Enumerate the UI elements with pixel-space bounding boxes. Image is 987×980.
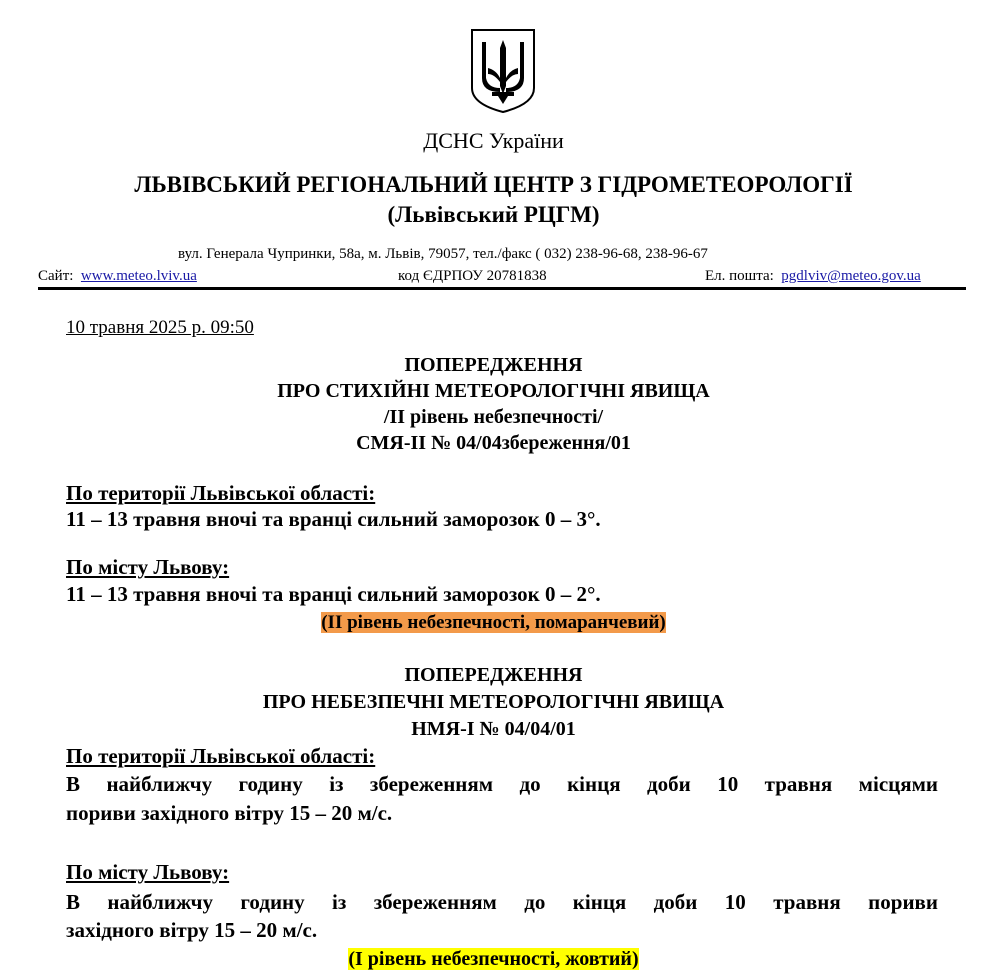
edrpou-code: код ЄДРПОУ 20781838 [398,268,547,284]
org-name: ЛЬВІВСЬКИЙ РЕГІОНАЛЬНИЙ ЦЕНТР З ГІДРОМЕТЕОРОЛОГІЇ [134,172,853,197]
email-label: Ел. пошта: [705,268,774,284]
address: вул. Генерала Чупринки, 58а, м. Львів, 79057, тел./факс ( 032) 238-96-68, 238-96-67 [178,246,708,262]
org-parent: ДСНС України [423,128,564,153]
warning-1-level: /ІІ рівень небезпечності/ [383,406,604,428]
warning-2-city-text-1: В найближчу годину із збереженням до кінця доби 10 травня пориви [66,890,938,914]
warning-1-title: ПОПЕРЕДЖЕННЯ [404,354,583,376]
coat-of-arms-trident-icon [470,28,536,114]
warning-2-region-label: По території Львівської області: [66,744,376,768]
warning-1-number: СМЯ-ІІ № 04/04збереження/01 [356,432,631,454]
warning-2-heading [0,662,987,743]
warning-1-heading [0,352,987,456]
warning-1-city-label: По місту Львову: [66,555,230,579]
warning-2-city-text-2: західного вітру 15 – 20 м/с. [66,918,318,942]
warning-2-region-text-1: В найближчу годину із збереженням до кінця доби 10 травня місцями [66,772,938,796]
warning-1-level-badge: (ІІ рівень небезпечності, помаранчевий) [321,612,666,633]
issue-date: 10 травня 2025 р. 09:50 [66,317,254,338]
warning-2-title: ПОПЕРЕДЖЕННЯ [404,664,583,686]
org-short-name: (Львівський РЦГМ) [387,202,600,227]
site-row [38,268,197,285]
header-divider [38,287,966,290]
warning-2-region-text-2: пориви західного вітру 15 – 20 м/с. [66,801,393,825]
site-link[interactable]: www.meteo.lviv.ua [80,268,197,284]
warning-1-region-label: По території Львівської області: [66,481,376,505]
email-link[interactable]: pgdlviv@meteo.gov.ua [781,268,921,284]
warning-1-subtitle: ПРО СТИХІЙНІ МЕТЕОРОЛОГІЧНІ ЯВИЩА [277,380,710,402]
site-label: Сайт: [38,268,74,284]
warning-2-level-badge: (І рівень небезпечності, жовтий) [348,948,639,970]
warning-2-city-label: По місту Львову: [66,860,230,884]
warning-2-subtitle: ПРО НЕБЕЗПЕЧНІ МЕТЕОРОЛОГІЧНІ ЯВИЩА [262,691,725,713]
warning-1-city-text: 11 – 13 травня вночі та вранці сильний заморозок 0 – 2°. [66,582,601,606]
warning-1-region-text: 11 – 13 травня вночі та вранці сильний заморозок 0 – 3°. [66,507,601,531]
warning-2-number: НМЯ-І № 04/04/01 [411,718,576,740]
email-row [705,268,921,285]
